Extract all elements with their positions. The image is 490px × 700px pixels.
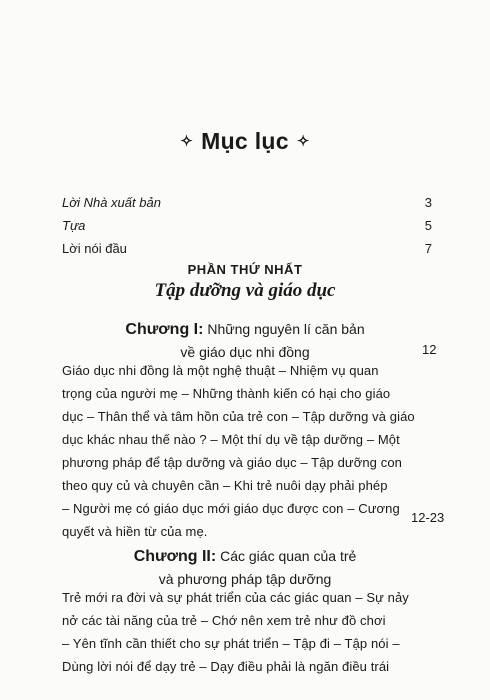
part-title: Tập dưỡng và giáo dục (154, 280, 336, 301)
part-label: PHẦN THỨ NHẤT (187, 262, 303, 277)
chapter-1-body-line: – Người mẹ có giáo dục mới giáo dục được con – Cương (62, 501, 400, 516)
chapter-1-body-line: phương pháp để tập dưỡng và giáo dục – Tập dưỡng con (62, 455, 402, 470)
chapter-2-body-line: Dùng lời nói để dạy trẻ – Dạy điều phải là ngăn điều trái (62, 659, 390, 674)
chapter-number: Chương I: (125, 321, 204, 338)
chapter-2-body-line: nở các tài năng của trẻ – Chớ nên xem trẻ như đồ chơi (62, 613, 386, 628)
toc-entry-label: Lời nói đầu (62, 241, 127, 256)
chapter-1-heading (0, 318, 490, 363)
chapter-number: Chương II: (133, 548, 217, 565)
chapter-1-body-line: theo quy củ và chuyên cần – Khi trẻ nuôi dạy phải phép (62, 478, 388, 493)
toc-entry-foreword (62, 241, 432, 256)
ornament-right-icon: ✧ (296, 133, 310, 150)
chapter-title-line2: về giáo dục nhi đồng (180, 344, 310, 360)
toc-entry-publisher-note (62, 195, 432, 210)
chapter-2-heading (0, 545, 490, 590)
toc-entry-label: Lời Nhà xuất bản (62, 195, 161, 210)
chapter-2-body-line: Trẻ mới ra đời và sự phát triển của các giác quan – Sự nảy (62, 590, 409, 605)
chapter-1-page: 12 (422, 342, 437, 357)
chapter-title-line2: và phương pháp tập dưỡng (158, 571, 332, 587)
chapter-1-body-line: trọng của người mẹ – Những thành kiến có hại cho giáo (62, 386, 391, 401)
toc-entry-page: 5 (424, 218, 432, 233)
chapter-2-body-line: – Yên tĩnh cần thiết cho sự phát triển – Tập đi – Tập nói – (62, 636, 400, 651)
chapter-title-line1: Các giác quan của trẻ (220, 548, 357, 564)
toc-entry-preface (62, 218, 432, 233)
chapter-1-body-line: dục – Thân thể và tâm hồn của trẻ con – Tập dưỡng và giáo (62, 409, 415, 424)
chapter-1-body-page: 12-23 (411, 510, 445, 525)
chapter-1-body-line: quyết và hiền từ của mẹ. (62, 524, 208, 539)
title-text: Mục lục (201, 128, 289, 154)
toc-entry-page: 3 (424, 195, 432, 210)
chapter-title-line1: Những nguyên lí căn bản (207, 321, 365, 337)
toc-entry-label: Tựa (62, 218, 86, 233)
toc-entry-page: 7 (424, 241, 432, 256)
page-title (0, 128, 490, 155)
ornament-left-icon: ✧ (180, 133, 194, 150)
chapter-1-body-line: Giáo dục nhi đồng là một nghệ thuật – Nhiệm vụ quan (62, 363, 379, 378)
chapter-1-body-line: dục khác nhau thế nào ? – Một thí dụ về tập dưỡng – Một (62, 432, 400, 447)
